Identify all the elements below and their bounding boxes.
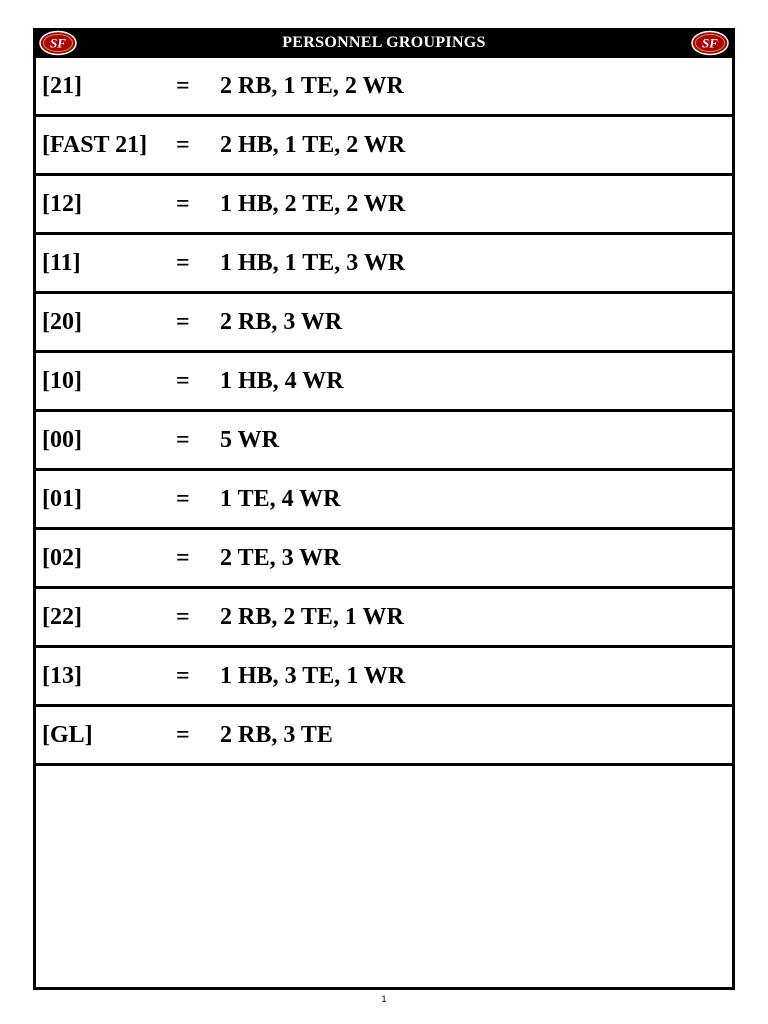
grouping-description: 2 HB, 1 TE, 2 WR xyxy=(220,132,406,158)
equals-sign: = xyxy=(176,427,190,453)
equals-sign: = xyxy=(176,191,190,217)
equals-sign: = xyxy=(176,368,190,394)
table-row xyxy=(36,648,732,707)
table-row xyxy=(36,58,732,117)
grouping-description: 1 TE, 4 WR xyxy=(220,486,341,512)
equals-sign: = xyxy=(176,545,190,571)
grouping-description: 1 HB, 1 TE, 3 WR xyxy=(220,250,406,276)
header-bar xyxy=(36,28,732,58)
table-row xyxy=(36,589,732,648)
grouping-description: 2 RB, 1 TE, 2 WR xyxy=(220,73,404,99)
grouping-description: 2 RB, 3 WR xyxy=(220,309,343,335)
table-row xyxy=(36,530,732,589)
grouping-code: [20] xyxy=(42,309,82,335)
grouping-description: 1 HB, 4 WR xyxy=(220,368,344,394)
logo-lettering: SF xyxy=(50,35,66,51)
table-row xyxy=(36,294,732,353)
team-logo-icon xyxy=(690,30,730,56)
page-number: 1 xyxy=(381,994,387,1004)
grouping-code: [21] xyxy=(42,73,82,99)
grouping-code: [22] xyxy=(42,604,82,630)
grouping-code: [11] xyxy=(42,250,81,276)
grouping-description: 1 HB, 3 TE, 1 WR xyxy=(220,663,406,689)
equals-sign: = xyxy=(176,722,190,748)
table-row xyxy=(36,471,732,530)
equals-sign: = xyxy=(176,73,190,99)
grouping-description: 1 HB, 2 TE, 2 WR xyxy=(220,191,406,217)
grouping-code: [FAST 21] xyxy=(42,132,148,158)
groupings-table xyxy=(36,58,732,766)
table-row xyxy=(36,117,732,176)
grouping-description: 2 TE, 3 WR xyxy=(220,545,341,571)
grouping-code: [12] xyxy=(42,191,82,217)
equals-sign: = xyxy=(176,663,190,689)
grouping-description: 2 RB, 3 TE xyxy=(220,722,333,748)
equals-sign: = xyxy=(176,132,190,158)
table-row xyxy=(36,235,732,294)
grouping-code: [GL] xyxy=(42,722,93,748)
equals-sign: = xyxy=(176,309,190,335)
personnel-sheet xyxy=(33,28,735,990)
equals-sign: = xyxy=(176,250,190,276)
grouping-code: [13] xyxy=(42,663,82,689)
grouping-description: 5 WR xyxy=(220,427,279,453)
logo-lettering: SF xyxy=(702,35,718,51)
grouping-code: [02] xyxy=(42,545,82,571)
page-title: PERSONNEL GROUPINGS xyxy=(282,34,486,51)
table-row xyxy=(36,412,732,471)
table-row xyxy=(36,707,732,766)
grouping-code: [01] xyxy=(42,486,82,512)
equals-sign: = xyxy=(176,486,190,512)
table-row xyxy=(36,353,732,412)
table-row xyxy=(36,176,735,235)
grouping-code: [10] xyxy=(42,368,82,394)
grouping-description: 2 RB, 2 TE, 1 WR xyxy=(220,604,404,630)
equals-sign: = xyxy=(176,604,190,630)
grouping-code: [00] xyxy=(42,427,82,453)
